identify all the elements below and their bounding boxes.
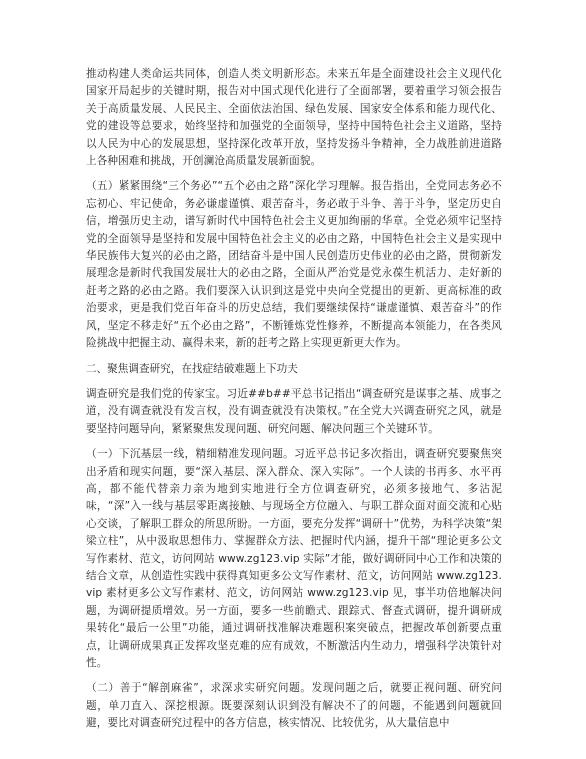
paragraph-subsection-two: （二）善于“解剖麻雀”，求深求实研究问题。发现问题之后，就要正视问题、研究问题，单刀直入、深挖根源。既要深刻认识到没有解决不了的问题，不能遇到问题就回避，要比对调查研究过程中的各方信息，核实情况、比较优劣，从大量信息中 <box>86 682 502 730</box>
paragraph-intro: 推动构建人类命运共同体，创造人类文明新形态。未来五年是全面建设社会主义现代化国家开局起步的关键时期，报告对中国式现代化进行了全面部署，要着重学习领会报告关于高质量发展、人民民主、全面依法治国、绿色发展、国家安全体系和能力现代化、党的建设等总要求，始终坚持和加强党的全面领导，坚持中国特色社会主义道路，坚持以人民为中心的发展思想，坚持深化改革开放，坚持发扬斗争精神，全力战胜前进道路上各种困难和挑战，开创澜沧高质量发展新面貌。 <box>86 68 502 168</box>
paragraph-research-intro: 调查研究是我们党的传家宝。习近##b##平总书记指出“调查研究是谋事之基、成事之道，没有调查就没有发言权，没有调查就没有决策权。”在全党大兴调查研究之风，就是要坚持问题导向，紧紧聚焦发现问题、研究问题、解决问题三个关键环节。 <box>86 387 502 435</box>
paragraph-subsection-one: （一）下沉基层一线，精细精准发现问题。习近平总书记多次指出，调查研究要聚焦突出矛盾和现实问题，要“深入基层、深入群众、深入实际”。一个人读的书再多、水平再高，都不能代替亲力亲为地到实地进行全方位调查研究，必须多接地气、多沾泥味，“深”入一线与基层零距离接触、与现场全方位融入、与职工群众面对面交流和心贴心交谈，了解职工群众的所思所盼。一方面，要充分发挥“调研十”优势，为科学决策“架梁立柱”，从中汲取思想伟力、掌握群众方法、把握时代内涵，提升干部“理论更多公文写作素材、范文，访问网站 www.zg123.vip 实际”才能，做好调研同中心工作和决策的结合文章，从创造性实践中获得真知更多公文写作素材、范文，访问网站 www.zg123.vip 素材更多公文写作素材、范文，访问网站 www.zg123.vip 见，事半功倍地解决问题，为调研提质增效。另一方面，要多一些前瞻式、跟踪式、督查式调研，提升调研成果转化“最后一公里”功能，通过调研找准解决难题积案突破点，把握改革创新要点重点，让调研成果真正发挥攻坚克难的应有成效，不断激活内生动力，增强科学决策针对性。 <box>86 448 502 669</box>
section-heading: 二、聚焦调查研究，在找症结破难题上下功夫 <box>86 362 298 375</box>
paragraph-section-five: （五）紧紧围绕“三个务必”“五个必由之路”深化学习理解。报告指出，全党同志务必不忘初心、牢记使命，务必谦虚谨慎、艰苦奋斗，务必敢于斗争、善于斗争，坚定历史自信，增强历史主动，谱写新时代中国特色社会主义更加绚丽的华章。全党必须牢记坚持党的全面领导是坚持和发展中国特色社会主义的必由之路，中国特色社会主义是实现中华民族伟大复兴的必由之路，团结奋斗是中国人民创造历史伟业的必由之路，贯彻新发展理念是新时代我国发展壮大的必由之路，全面从严治党是党永葆生机活力、走好新的赶考之路的必由之路。我们要深入认识到这是党中央向全党提出的更新、更高标准的政治要求，更是我们党百年奋斗的历史总结，我们要继续保持“谦虚谨慎、艰苦奋斗”的作风，坚定不移走好“五个必由之路”，不断锤炼党性修养，不断提高本领能力，在各类风险挑战中把握主动、赢得未来，新的赶考之路上实现更新更大作为。 <box>86 180 502 350</box>
document-page <box>86 66 502 741</box>
